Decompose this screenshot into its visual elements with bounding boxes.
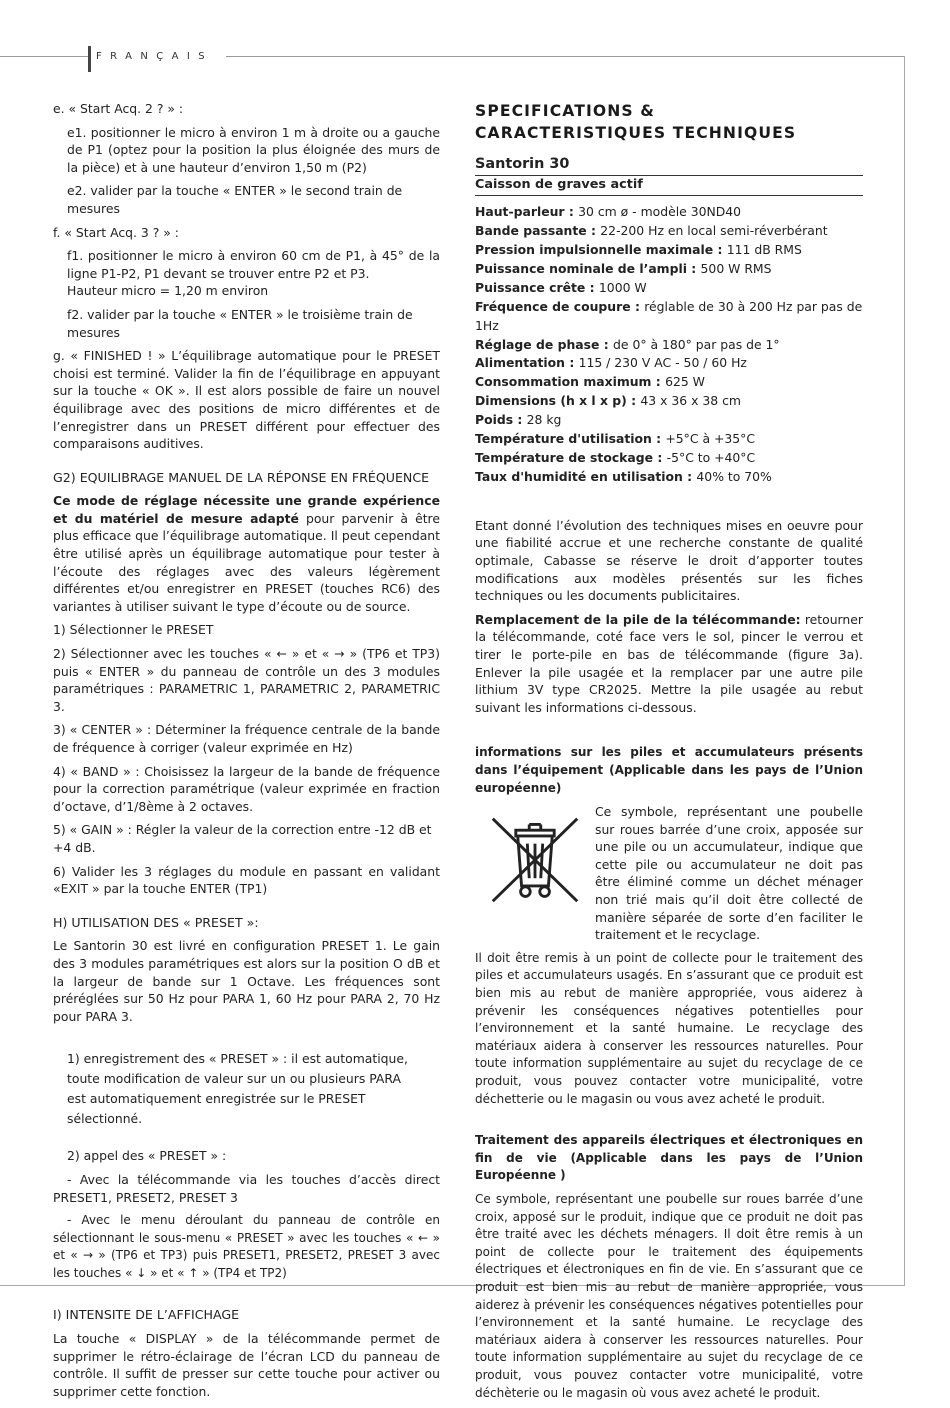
- step-f1: f1. positionner le micro à environ 60 cm de P1, à 45° de la ligne P1-P2, P1 devant se trouver entre P2 et P3.: [67, 248, 440, 281]
- spec-value: -5°C to +40°C: [666, 449, 756, 465]
- spec-label: Alimentation :: [475, 355, 579, 371]
- g2-step-3: 3) « CENTER » : Déterminer la fréquence centrale de la bande de fréquence à corriger (valeur exprimée en Hz): [53, 722, 440, 755]
- h1-line-2: toute modification de valeur sur un ou plusieurs PARA: [67, 1071, 401, 1087]
- battery-replacement: [475, 611, 863, 717]
- crossed-wheelie-bin-icon: [487, 809, 583, 909]
- left-column: [53, 100, 440, 1406]
- spec-row: [475, 411, 863, 430]
- g2-intro-text: pour parvenir à être plus efficace que l’équilibrage automatique. Il peut cependant être utilisé après un équilibrage automatique pour tester à l’écoute des réglages avec des valeurs légèrement différentes et/ou enregistrer en PRESET (touches RC6) des variantes à utiliser suivant le type d’écoute ou de source.: [53, 510, 440, 614]
- model-subtitle: Caisson de graves actif: [475, 176, 863, 197]
- step-e2: e2. valider par la touche « ENTER » le second train de mesures: [67, 183, 403, 216]
- specifications-title-line-2: CARACTERISTIQUES TECHNIQUES: [475, 124, 797, 142]
- spec-row: [475, 373, 863, 392]
- section-g2-intro: [53, 492, 440, 615]
- spec-list: [475, 203, 863, 487]
- deee-heading: Traitement des appareils électriques et électroniques en fin de vie (Applicable dans les pays de l’Union Européenne ): [475, 1133, 863, 1183]
- section-g2-heading: G2) EQUILIBRAGE MANUEL DE LA RÉPONSE EN FRÉQUENCE: [53, 469, 430, 485]
- h2-menu: - Avec le menu déroulant du panneau de contrôle en sélectionnant le sous-menu « PRESET » avec les touches « ← » et « → » (TP6 et TP3) puis PRESET1, PRESET2, PRESET 3 avec les touches « ↓ » et « ↑ » (TP4 et TP2): [53, 1213, 440, 1280]
- header-rule-left: [0, 56, 88, 57]
- spec-label: Pression impulsionnelle maximale :: [475, 242, 727, 257]
- spec-value: 43 x 36 x 38 cm: [640, 393, 741, 409]
- spec-label: Taux d'humidité en utilisation :: [475, 468, 697, 484]
- spec-value: 1000 W: [598, 279, 647, 295]
- h1-line-1: 1) enregistrement des « PRESET » : il est automatique,: [67, 1051, 408, 1067]
- step-e-title: e. « Start Acq. 2 ? » :: [53, 101, 184, 116]
- step-f1-height: Hauteur micro = 1,20 m environ: [67, 283, 269, 299]
- spec-label: Bande passante :: [475, 223, 601, 239]
- spec-row: [475, 449, 863, 468]
- spec-row: [475, 279, 863, 298]
- g2-step-2: 2) Sélectionner avec les touches « ← » et « → » (TP6 et TP3) puis « ENTER » du panneau de contrôle un des 3 modules paramétriques : PARAMETRIC 1, PARAMETRIC 2, PARAMETRIC 3.: [53, 646, 440, 714]
- right-column: [475, 100, 863, 1408]
- spec-row: [475, 298, 863, 336]
- spec-label: Puissance crête :: [475, 279, 599, 295]
- spec-value: 30 cm ø - modèle 30ND40: [578, 204, 742, 220]
- battery-text: retourner la télécommande, coté face vers le sol, pincer le verrou et tirer le porte-pile en bas de télécommande (figure 3a). Enlever la pile usagée et la remplacer par une autre pile lithium 3V type CR2025. Mettre la pile usagée au rebut suivant les informations ci-dessous.: [475, 611, 864, 715]
- step-f-title: f. « Start Acq. 3 ? » :: [53, 224, 179, 240]
- spec-label: Dimensions (h x l x p) :: [475, 393, 641, 409]
- spec-row: [475, 468, 863, 487]
- h1-line-3: est automatiquement enregistrée sur le PRESET sélectionné.: [67, 1091, 366, 1127]
- section-h-text: Le Santorin 30 est livré en configuration PRESET 1. Le gain des 3 modules paramétriques est alors sur la position O dB et la largeur de bande sur 1 Octave. Les fréquences sont préréglées sur 50 Hz pour PARA 1, 60 Hz pour PARA 2, 70 Hz pour PARA 3.: [53, 938, 440, 1024]
- specifications-title: [475, 100, 863, 144]
- batteries-info-heading: informations sur les piles et accumulateurs présents dans l’équipement (Applicable dans les pays de l’Union européenne): [475, 745, 863, 795]
- specifications-title-line-1: SPECIFICATIONS &: [475, 102, 655, 120]
- spec-row: [475, 222, 863, 241]
- step-e1: e1. positionner le micro à environ 1 m à droite ou a gauche de P1 (optez pour la position la plus éloignée des murs de la pièce) et à une hauteur d’environ 1,50 m (P2): [67, 124, 440, 175]
- page-frame-right: [904, 56, 905, 1286]
- model-name: Santorin 30: [475, 156, 863, 176]
- spec-row: [475, 392, 863, 411]
- spec-value: +5°C à +35°C: [665, 431, 755, 447]
- g2-step-6: 6) Valider les 3 réglages du module en passant en validant «EXIT » par la touche ENTER (TP1): [53, 863, 440, 897]
- step-g: g. « FINISHED ! » L’équilibrage automatique pour le PRESET choisi est terminé. Valider la fin de l’équilibrage en appuyant sur la touche « OK ». Il est alors possible de faire un nouvel équilibrage avec des positions de micro différentes et de l’enregistrer dans un PRESET différent pour effectuer des comparaisons auditives.: [53, 348, 440, 452]
- spec-label: Fréquence de coupure :: [475, 298, 645, 314]
- spec-row: [475, 336, 863, 355]
- g2-warning: Ce mode de réglage nécessite une grande expérience et du matériel de mesure adapté: [53, 493, 440, 526]
- spec-row: [475, 354, 863, 373]
- spec-row: [475, 241, 863, 260]
- spec-value: 111 dB RMS: [726, 242, 802, 257]
- spec-value: 500 W RMS: [700, 260, 772, 276]
- spec-label: Haut-parleur :: [475, 204, 579, 220]
- spec-row: [475, 430, 863, 449]
- g2-step-4: 4) « BAND » : Choisissez la largeur de la bande de fréquence pour la correction paramétrique (valeur exprimée en fraction d’octave, d’1/8ème à 2 octaves.: [53, 763, 440, 814]
- spec-label: Poids :: [475, 412, 527, 428]
- header-language: FRANÇAIS: [96, 51, 213, 62]
- spec-value: 115 / 230 V AC - 50 / 60 Hz: [578, 355, 747, 371]
- header-marker: [88, 46, 91, 72]
- weee-symbol-text: Ce symbole, représentant une poubelle sur roues barrée d’une croix, apposée sur une pile ou un accumulateur, indique que cette pile ou accumulateur ne doit pas être éliminé comme un déchet ménager non trié mais qu’il doit être collecté de manière séparée de sorte d’en faciliter le traitement et le recyclage.: [595, 804, 863, 943]
- spec-row: [475, 203, 863, 222]
- spec-label: Température d'utilisation :: [475, 431, 666, 447]
- h2-title: 2) appel des « PRESET » :: [67, 1148, 227, 1164]
- weee-notice: [475, 803, 863, 944]
- spec-label: Consommation maximum :: [475, 374, 666, 390]
- spec-value: de 0° à 180° par pas de 1°: [613, 336, 780, 352]
- batteries-collection-text: Il doit être remis à un point de collecte pour le traitement des piles et accumulateurs usagés. En s’assurant que ce produit est bien mis au rebut de manière appropriée, vous aiderez à prévenir les conséquences négatives potentielles pour l’environnement et la santé humaine. Le recyclage des matériaux aidera à conserver les ressources naturelles. Pour toute information supplémentaire au sujet du recyclage de ce produit, vous pouvez contacter votre municipalité, votre déchetterie ou le magasin ou vous avez acheté le produit.: [475, 950, 863, 1106]
- section-i-heading: I) INTENSITE DE L’AFFICHAGE: [53, 1307, 240, 1323]
- spec-value: 40% to 70%: [696, 468, 772, 484]
- evolution-notice: Etant donné l’évolution des techniques mises en oeuvre pour une fiabilité accrue et une recherche constante de qualité optimale, Cabasse se réserve le droit d’apporter toutes modifications aux modèles présentés sur les fiches techniques ou les documents publicitaires.: [475, 517, 863, 604]
- g2-step-5: 5) « GAIN » : Régler la valeur de la correction entre -12 dB et +4 dB.: [53, 822, 432, 855]
- h2-remote: - Avec la télécommande via les touches d’accès direct PRESET1, PRESET2, PRESET 3: [53, 1171, 440, 1205]
- section-i-text: La touche « DISPLAY » de la télécommande permet de supprimer le rétro-éclairage de l’écran LCD du panneau de contrôle. Il suffit de presser sur cette touche pour activer ou supprimer cette fonction.: [53, 1331, 440, 1399]
- spec-value: réglable de 30 à 200 Hz par pas de 1Hz: [475, 298, 863, 333]
- spec-row: [475, 260, 863, 279]
- deee-text: Ce symbole, représentant une poubelle sur roues barrée d’une croix, apposé sur le produit, indique que ce produit ne doit pas être traité avec les déchets ménagers. Il doit être remis à un point de collecte pour le traitement des équipements électriques et électroniques en fin de vie. En s’assurant que ce produit est bien mis au rebut de manière appropriée, vous aiderez à prévenir les conséquences négatives potentielles pour l’environnement et la santé humaine. Le recyclage des matériaux aidera à conserver les ressources naturelles. Pour toute information supplémentaire au sujet du recyclage de ce produit, vous pouvez contacter votre municipalité, votre déchèterie ou le magasin où vous avez acheté le produit.: [475, 1191, 863, 1400]
- spec-label: Réglage de phase :: [475, 336, 614, 352]
- step-f2: f2. valider par la touche « ENTER » le troisième train de mesures: [67, 306, 413, 340]
- spec-label: Température de stockage :: [475, 449, 667, 465]
- g2-step-1: 1) Sélectionner le PRESET: [53, 622, 214, 638]
- spec-value: 28 kg: [526, 412, 562, 428]
- battery-heading: Remplacement de la pile de la télécommande:: [475, 611, 801, 627]
- section-h-heading: H) UTILISATION DES « PRESET »:: [53, 914, 259, 930]
- spec-value: 625 W: [665, 374, 705, 390]
- spec-label: Puissance nominale de l’ampli :: [475, 260, 701, 276]
- header-rule-right: [226, 56, 904, 57]
- spec-value: 22-200 Hz en local semi-réverbérant: [600, 223, 828, 239]
